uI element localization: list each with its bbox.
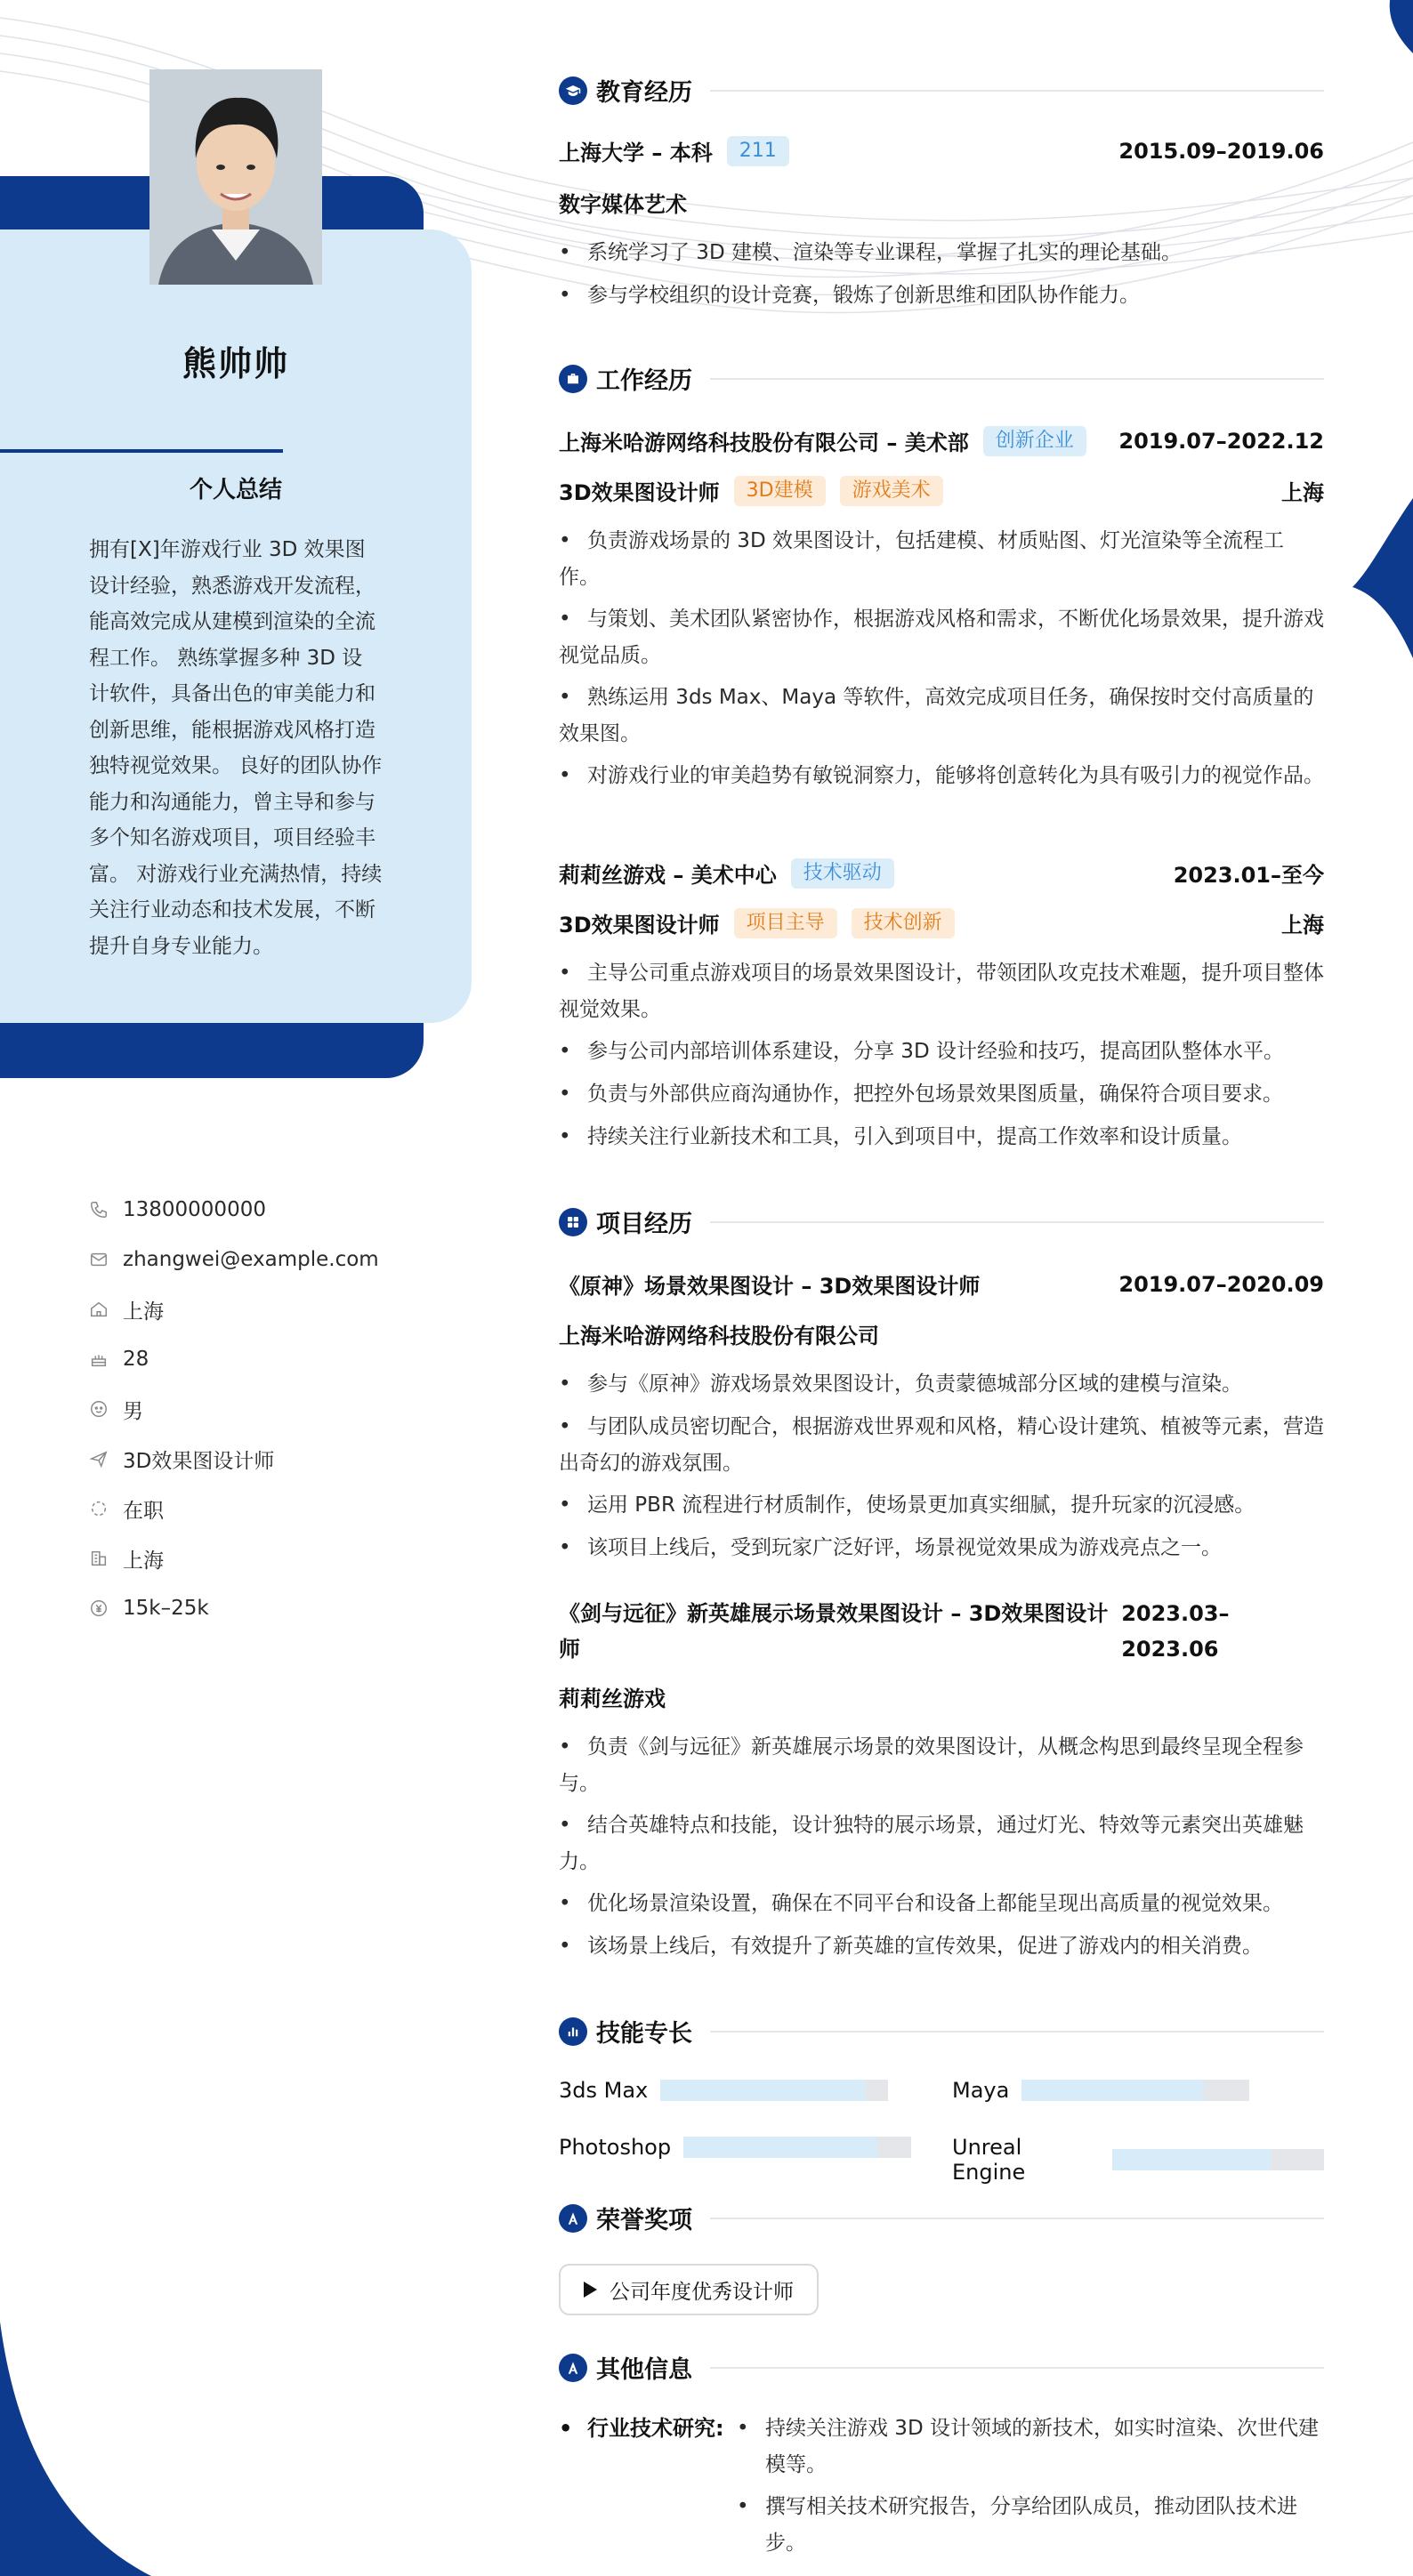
school-name: 上海大学 – 本科 — [559, 141, 713, 165]
section-title: 其他信息 — [596, 2356, 692, 2384]
skill-bar — [683, 2137, 911, 2158]
list-item: • 持续关注游戏 3D 设计领域的新技术，如实时渲染、次世代建模等。 — [737, 2417, 1319, 2476]
skill-item — [559, 2135, 911, 2160]
contact-list — [89, 1185, 463, 1633]
summary-divider — [0, 449, 283, 453]
list-item: • 与策划、美术团队紧密协作，根据游戏风格和需求，不断优化场景效果，提升游戏视觉品质。 — [559, 608, 1324, 667]
projects-header — [559, 1204, 1324, 1239]
list-item: • 负责游戏场景的 3D 效果图设计，包括建模、材质贴图、灯光渲染等全流程工作。 — [559, 529, 1284, 589]
company-name: 上海米哈游网络科技股份有限公司 – 美术部 — [559, 431, 969, 455]
section-title: 荣誉奖项 — [596, 2207, 692, 2234]
job-role: 3D效果图设计师 — [559, 913, 720, 938]
work-header — [559, 361, 1324, 396]
section-title: 技能专长 — [596, 2020, 692, 2048]
section-title: 工作经历 — [596, 367, 692, 395]
contact-text: 15k–25k — [123, 1597, 209, 1620]
award-text: 公司年度优秀设计师 — [610, 2280, 794, 2304]
contact-text: 上海 — [123, 1300, 164, 1324]
contact-text: 在职 — [123, 1499, 164, 1523]
list-item: • 持续关注行业新技术和工具，引入到项目中，提高工作效率和设计质量。 — [559, 1125, 1242, 1148]
skill-bar-fill — [1021, 2080, 1204, 2101]
skill-bar — [1112, 2149, 1324, 2170]
contact-position — [89, 1434, 463, 1484]
list-item: • 参与《原神》游戏场景效果图设计，负责蒙德城部分区域的建模与渲染。 — [559, 1373, 1242, 1396]
section-title: 项目经历 — [596, 1211, 692, 1238]
other-header — [559, 2350, 1324, 2385]
contact-text: 男 — [123, 1399, 143, 1423]
role-tag: 项目主导 — [734, 908, 837, 938]
face-icon — [89, 1399, 109, 1419]
phone-icon — [89, 1200, 109, 1220]
salary-icon — [89, 1598, 109, 1618]
list-item: • 结合英雄特点和技能，设计独特的展示场景，通过灯光、特效等元素突出英雄魅力。 — [559, 1814, 1304, 1873]
company-name: 莉莉丝游戏 – 美术中心 — [559, 863, 777, 888]
award-item — [559, 2264, 819, 2315]
school-tag: 211 — [727, 136, 789, 166]
list-item: • 该场景上线后，有效提升了新英雄的宣传效果，促进了游戏内的相关消费。 — [559, 1935, 1263, 1958]
contact-status — [89, 1484, 463, 1534]
status-icon — [89, 1499, 109, 1518]
job-role-row — [559, 475, 1324, 506]
skill-bar-fill — [1112, 2149, 1272, 2170]
section-title: 教育经历 — [596, 79, 692, 107]
job-role: 3D效果图设计师 — [559, 480, 720, 505]
skill-item — [952, 2078, 1249, 2103]
grid-icon — [565, 1214, 581, 1230]
cake-icon — [89, 1349, 109, 1369]
play-icon — [584, 2282, 597, 2298]
section-rule — [710, 2367, 1324, 2369]
list-item: • 运用 PBR 流程进行材质制作，使场景更加真实细腻，提升玩家的沉浸感。 — [559, 1493, 1256, 1517]
section-rule — [710, 1221, 1324, 1223]
role-tag: 3D建模 — [734, 476, 826, 506]
project-date: 2019.07–2020.09 — [1118, 1271, 1324, 1297]
project-company-row — [559, 1681, 1324, 1712]
job-date: 2023.01–至今 — [1173, 863, 1324, 888]
section-rule — [710, 2031, 1324, 2033]
project-date: 2023.03–2023.06 — [1121, 1601, 1230, 1662]
job-role-row — [559, 907, 1324, 938]
section-rule — [710, 2218, 1324, 2219]
skill-bar — [1021, 2080, 1249, 2101]
education-date: 2015.09–2019.06 — [1118, 138, 1324, 164]
education-header — [559, 73, 1324, 108]
job-city: 上海 — [1281, 480, 1324, 505]
left-sidebar — [0, 0, 480, 2576]
contact-salary — [89, 1583, 463, 1633]
skill-bar — [660, 2080, 888, 2101]
home-icon — [89, 1300, 109, 1319]
list-item: • 负责《剑与远征》新英雄展示场景的效果图设计，从概念构思到最终呈现全程参与。 — [559, 1735, 1304, 1795]
list-item: • 参与学校组织的设计竞赛，锻炼了创新思维和团队协作能力。 — [559, 284, 1140, 307]
skill-name: Photoshop — [559, 2135, 672, 2160]
major: 数字媒体艺术 — [559, 192, 687, 217]
info-icon — [565, 2360, 581, 2376]
skill-item — [952, 2135, 1324, 2185]
contact-home — [89, 1284, 463, 1334]
project-row — [559, 1268, 1324, 1300]
section-rule — [710, 90, 1324, 92]
skills-header — [559, 2014, 1324, 2049]
company-tag: 创新企业 — [983, 426, 1086, 456]
list-item: • 主导公司重点游戏项目的场景效果图设计，带领团队攻克技术难题，提升项目整体视觉效果。 — [559, 962, 1324, 1021]
list-item: • 优化场景渲染设置，确保在不同平台和设备上都能呈现出高质量的视觉效果。 — [559, 1892, 1283, 1915]
job-company-row — [559, 425, 1324, 456]
contact-age — [89, 1334, 463, 1384]
briefcase-icon — [565, 371, 581, 387]
profile-photo — [149, 69, 322, 285]
skill-name: Maya — [952, 2078, 1010, 2103]
job-city: 上海 — [1281, 913, 1324, 938]
list-item: • 与团队成员密切配合，根据游戏世界观和风格，精心设计建筑、植被等元素，营造出奇幻的游戏氛围。 — [559, 1415, 1324, 1475]
project-company-row — [559, 1318, 1324, 1349]
major-row — [559, 187, 1324, 218]
list-item: • 参与公司内部培训体系建设，分享 3D 设计经验和技巧，提高团队整体水平。 — [559, 1040, 1284, 1063]
list-item: • 撰写相关技术研究报告，分享给团队成员，推动团队技术进步。 — [737, 2495, 1297, 2555]
skill-item — [559, 2078, 888, 2103]
contact-phone — [89, 1185, 463, 1235]
education-row — [559, 135, 1324, 166]
summary-title: 个人总结 — [189, 477, 282, 503]
graduation-icon — [565, 83, 581, 99]
project-name: 《原神》场景效果图设计 – 3D效果图设计师 — [559, 1274, 981, 1299]
contact-gender — [89, 1384, 463, 1434]
contact-email — [89, 1235, 463, 1284]
other-label: • 行业技术研究: — [559, 2416, 724, 2441]
list-item: • 负责与外部供应商沟通协作，把控外包场景效果图质量，确保符合项目要求。 — [559, 1083, 1283, 1106]
skill-name: Unreal Engine — [952, 2135, 1026, 2185]
contact-text: 3D效果图设计师 — [123, 1449, 275, 1473]
role-tag: 游戏美术 — [840, 476, 943, 506]
contact-text: 上海 — [123, 1549, 164, 1573]
summary-text: 拥有[X]年游戏行业 3D 效果图设计经验，熟悉游戏开发流程，能高效完成从建模到渲染的全流程工作。 熟练掌握多种 3D 设计软件，具备出色的审美能力和创新思维，能根据游戏风格打造独特视觉效果。 良好的团队协作能力和沟通能力，曾主导和参与多个知名游戏项目，项目经验丰富。 对游戏行业充满热情，持续关注行业动态和技术发展，不断提升自身专业能力。 — [89, 538, 383, 958]
project-company: 莉莉丝游戏 — [559, 1686, 666, 1711]
project-company: 上海米哈游网络科技股份有限公司 — [559, 1324, 879, 1348]
section-rule — [710, 378, 1324, 380]
building-icon — [89, 1549, 109, 1568]
list-item: • 系统学习了 3D 建模、渲染等专业课程，掌握了扎实的理论基础。 — [559, 241, 1182, 264]
project-row — [559, 1596, 1324, 1667]
project-name: 《剑与远征》新英雄展示场景效果图设计 – 3D效果图设计师 — [559, 1601, 1109, 1662]
list-item: • 对游戏行业的审美趋势有敏锐洞察力，能够将创意转化为具有吸引力的视觉作品。 — [559, 764, 1324, 787]
profile-name: 熊帅帅 — [182, 344, 289, 383]
honors-header — [559, 2201, 1324, 2235]
skill-bar-fill — [683, 2137, 877, 2158]
company-tag: 技术驱动 — [791, 858, 894, 889]
contact-city — [89, 1534, 463, 1583]
skill-name: 3ds Max — [559, 2078, 649, 2103]
job-date: 2019.07–2022.12 — [1118, 428, 1324, 454]
list-item: • 熟练运用 3ds Max、Maya 等软件，高效完成项目任务，确保按时交付高质量的效果图。 — [559, 686, 1314, 745]
award-icon — [565, 2210, 581, 2226]
contact-text: zhangwei@example.com — [123, 1248, 379, 1271]
job-company-row — [559, 857, 1324, 889]
skill-bar-fill — [660, 2080, 865, 2101]
mail-icon — [89, 1250, 109, 1269]
list-item: • 该项目上线后，受到玩家广泛好评，场景视觉效果成为游戏亮点之一。 — [559, 1536, 1222, 1559]
contact-text: 13800000000 — [123, 1198, 266, 1221]
send-icon — [89, 1449, 109, 1469]
role-tag: 技术创新 — [852, 908, 955, 938]
contact-text: 28 — [123, 1348, 149, 1371]
bar-chart-icon — [565, 2024, 581, 2040]
